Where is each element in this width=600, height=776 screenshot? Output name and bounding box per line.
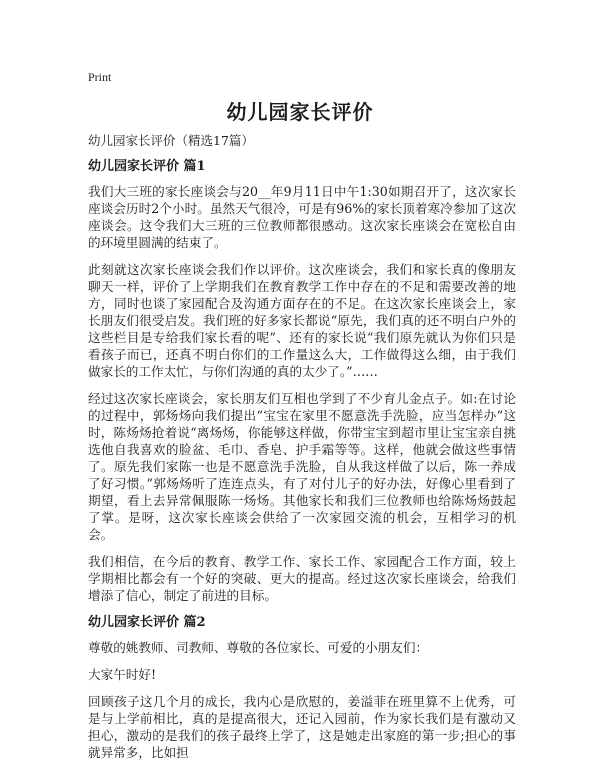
print-label: Print [88, 70, 112, 84]
paragraph: 我们相信，在今后的教育、教学工作、家长工作、家园配合工作方面，较上学期相比都会有一个好的突破、更大的提高。经过这次家长座谈会，给我们增添了信心，制定了前进的目标。 [88, 554, 516, 603]
document-subtitle: 幼儿园家长评价（精选17篇） [88, 133, 254, 148]
paragraph: 此刻就这次家长座谈会我们作以评价。这次座谈会，我们和家长真的像朋友聊天一样，评价了上学期我们在教育教学工作中存在的不足和需要改善的地方，同时也谈了家园配合及沟通方面存在的不足。在这次家长座谈会上，家长朋友们很受启发。我们班的好多家长都说“原先，我们真的还不明白户外的这些栏目是专给我们家长看的呢”、还有的家长说“我们原先就认为你们只是看孩子而已，还真不明白你们的工作量这么大，工作做得这么细，由于我们做家长的工作太忙，与你们沟通的真的太少了。”…… [88, 262, 516, 379]
section-heading-1: 幼儿园家长评价 篇1 [88, 159, 206, 174]
paragraph: 经过这次家长座谈会，家长朋友们互相也学到了不少育儿金点子。如:在讨论的过程中，郭炀炀向我们提出“宝宝在家里不愿意洗手洗脸，应当怎样办”这时，陈炀炀抢着说“离炀炀，你能够这样做，你带宝宝到超市里让宝宝亲自挑选他自我喜欢的脸盆、毛巾、香皂、护手霜等等。这样，他就会做这些事情了。原先我们家陈一也是不愿意洗手洗脸，自从我这样做了以后，陈一养成了好习惯。”郭炀炀听了连连点头，有了对付儿子的好办法，好像心里看到了期望，看上去异常佩服陈一炀炀。其他家长和我们三位教师也给陈炀炀鼓起了掌。是呀，这次家长座谈会供给了一次家园交流的机会，互相学习的机会。 [88, 391, 516, 542]
paragraph: 我们大三班的家长座谈会与20__年9月11日中午1:30如期召开了，这次家长座谈会历时2个小时。虽然天气很冷，可是有96%的家长顶着寒冷参加了这次座谈会。这令我们大三班的三位教师都很感动。这次家长座谈会在宽松自由的环境里圆满的结束了。 [88, 184, 516, 250]
paragraph: 尊敬的姚教师、司教师、尊敬的各位家长、可爱的小朋友们： [88, 640, 429, 655]
document-title: 幼儿园家长评价 [226, 100, 374, 124]
document-body [88, 158, 516, 771]
section-heading-2: 幼儿园家长评价 篇2 [88, 615, 206, 630]
paragraph: 回顾孩子这几个月的成长，我内心是欣慰的，姜溢菲在班里算不上优秀，可是与上学前相比，真的是提高很大，还记入园前，作为家长我们是有激动又担心，激动的是我们的孩子最终上学了，这是她走出家庭的第一步;担心的事就异常多，比如担 [88, 694, 516, 760]
paragraph: 大家午时好! [88, 667, 157, 682]
